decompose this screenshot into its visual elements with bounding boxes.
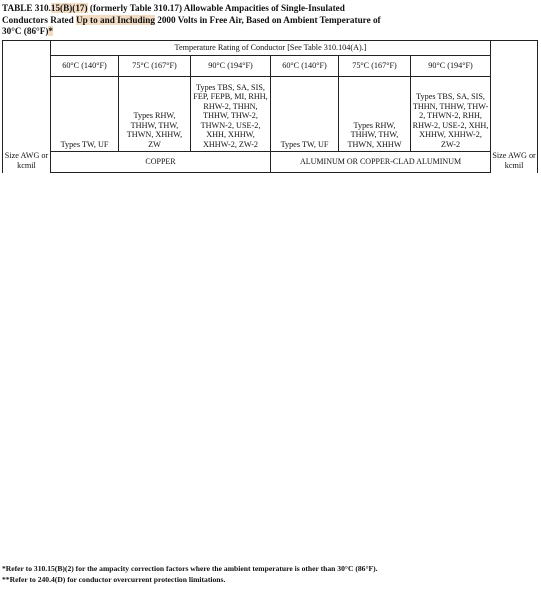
note-overcurrent: **Refer to 240.4(D) for conductor overcurrent protection limitations. <box>2 575 226 584</box>
title-asterisk: * <box>48 26 53 36</box>
temp-rating-header: Temperature Rating of Conductor [See Table 310.104(A).] <box>51 41 491 56</box>
temp-header: 90°C (194°F) <box>411 56 491 77</box>
title-line2-a: Conductors Rated <box>2 14 77 25</box>
temp-header: 90°C (194°F) <box>191 56 271 77</box>
copper-header: COPPER <box>51 152 271 173</box>
types-header: Types TBS, SA, SIS, THHN, THHW, THW-2, THWN-2, RHH, RHW-2, USE-2, XHH, XHHW, XHHW-2, ZW-2 <box>411 77 491 152</box>
types-header: Types RHW, THHW, THW, THWN, XHHW, ZW <box>119 77 191 152</box>
table-number: TABLE 310. <box>2 3 51 13</box>
aluminum-header: ALUMINUM OR COPPER-CLAD ALUMINUM <box>271 152 491 173</box>
temp-header: 75°C (167°F) <box>339 56 411 77</box>
size-header-right: Size AWG or kcmil <box>491 41 538 173</box>
table-former-ref: (formerly Table 310.17) Allowable Ampacities of Single-Insulated <box>87 3 345 13</box>
title-line2-highlight: Up to and Including <box>76 14 155 25</box>
types-header: Types TW, UF <box>271 77 339 152</box>
temp-header: 60°C (140°F) <box>271 56 339 77</box>
ampacity-table <box>2 40 538 173</box>
table-notes <box>2 563 537 585</box>
temp-header: 60°C (140°F) <box>51 56 119 77</box>
temp-header: 75°C (167°F) <box>119 56 191 77</box>
note-ambient: *Refer to 310.15(B)(2) for the ampacity correction factors where the ambient temperature is other than 30°C (86°F). <box>2 564 378 573</box>
title-line3: 30°C (86°F) <box>2 26 49 36</box>
types-header: Types TW, UF <box>51 77 119 152</box>
types-header: Types TBS, SA, SIS, FEP, FEPB, MI, RHH, RHW-2, THHN, THHW, THW-2, THWN-2, USE-2, XHH, XHHW, XHHW-2, ZW-2 <box>191 77 271 152</box>
title-line2-b: 2000 Volts in Free Air, Based on Ambient Temperature of <box>154 14 381 25</box>
table-title <box>2 3 532 38</box>
table-number-highlight: 15(B)(17) <box>50 3 88 13</box>
size-header-left: Size AWG or kcmil <box>3 41 51 173</box>
types-header: Types RHW, THHW, THW, THWN, XHHW <box>339 77 411 152</box>
